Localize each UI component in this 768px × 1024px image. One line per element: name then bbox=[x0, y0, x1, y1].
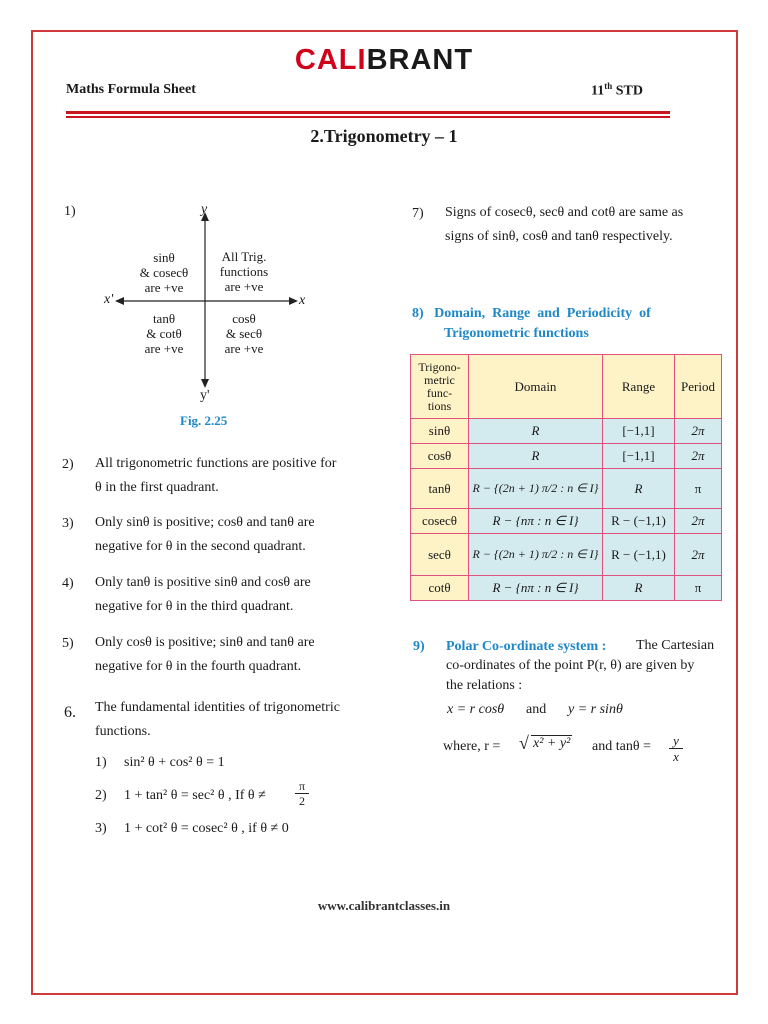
item-1-number: 1) bbox=[64, 204, 76, 219]
item-6-text: The fundamental identities of trigonometric functions. bbox=[95, 700, 340, 739]
item-9-number: 9) bbox=[413, 639, 425, 654]
header-rule-thick bbox=[66, 111, 670, 114]
quadrant-3-label: tanθ & cotθ are +ve bbox=[144, 311, 184, 356]
sqrt-radicand: x² + y² bbox=[533, 736, 571, 751]
polar-eq-y: y = r sinθ bbox=[568, 702, 623, 717]
table-row: cosθ R [−1,1] 2π bbox=[411, 444, 722, 469]
table-row: cotθ R − {nπ : n ∈ I} R π bbox=[411, 576, 722, 601]
item-8-heading-2: Trigonometric functions bbox=[444, 326, 589, 341]
identity-3: 1 + cot² θ = cosec² θ , if θ ≠ 0 bbox=[124, 821, 289, 836]
identity-1: sin² θ + cos² θ = 1 bbox=[124, 755, 225, 770]
table-row: cosecθ R − {nπ : n ∈ I} R − (−1,1) 2π bbox=[411, 509, 722, 534]
x-prime-label: x' bbox=[104, 292, 114, 307]
y-prime-label: y' bbox=[200, 388, 210, 403]
item-7-number: 7) bbox=[412, 206, 424, 221]
item-7-text: Signs of cosecθ, secθ and cotθ are same as signs of sinθ, cosθ and tanθ respectively. bbox=[445, 205, 684, 244]
identity-2-fraction: π 2 bbox=[295, 779, 309, 808]
sqrt-symbol: √ bbox=[519, 733, 529, 753]
item-2-number: 2) bbox=[62, 457, 74, 472]
table-row: secθ R − {(2n + 1) π/2 : n ∈ I} R − (−1,1) 2π bbox=[411, 534, 722, 576]
table-header-period: Period bbox=[675, 355, 722, 419]
item-8-heading: 8) Domain, Range and Periodicity of bbox=[412, 306, 651, 321]
identity-3-number: 3) bbox=[95, 821, 107, 836]
item-2-text: All trigonometric functions are positive for θ in the first quadrant. bbox=[95, 456, 337, 495]
quadrant-2-label: sinθ & cosecθ are +ve bbox=[139, 250, 189, 295]
item-4-number: 4) bbox=[62, 576, 74, 591]
table-header-functions: Trigono- metric func- tions bbox=[411, 355, 469, 419]
item-5-number: 5) bbox=[62, 636, 74, 651]
footer-website: www.calibrantclasses.in bbox=[317, 898, 451, 913]
trig-functions-table bbox=[410, 354, 722, 601]
polar-where: where, r = bbox=[443, 739, 501, 754]
item-9-text-2: co-ordinates of the point P(r, θ) are given by bbox=[446, 658, 695, 673]
y-axis-label: y bbox=[201, 202, 208, 217]
item-9-heading: Polar Co-ordinate system : bbox=[446, 639, 607, 654]
polar-eq-and: and bbox=[526, 702, 547, 717]
item-9-text-3: the relations : bbox=[446, 678, 523, 693]
item-4-text: Only tanθ is positive sinθ and cosθ are negative for θ in the third quadrant. bbox=[95, 575, 311, 614]
quadrant-1-label: All Trig. functions are +ve bbox=[219, 249, 269, 294]
item-5-text: Only cosθ is positive; sinθ and tanθ are negative for θ in the fourth quadrant. bbox=[95, 635, 315, 674]
page-title: 2.Trigonometry – 1 bbox=[310, 126, 458, 146]
quadrant-diagram bbox=[100, 200, 320, 395]
quadrant-4-label: cosθ & secθ are +ve bbox=[224, 311, 264, 356]
header-rule-thin bbox=[66, 116, 670, 118]
item-6-number: 6. bbox=[64, 704, 76, 721]
figure-caption: Fig. 2.25 bbox=[180, 413, 228, 428]
grade-label: 11th STD bbox=[591, 81, 643, 99]
identity-1-number: 1) bbox=[95, 755, 107, 770]
table-header-domain: Domain bbox=[469, 355, 603, 419]
sheet-label: Maths Formula Sheet bbox=[66, 82, 196, 97]
item-3-text: Only sinθ is positive; cosθ and tanθ are negative for θ in the second quadrant. bbox=[95, 515, 315, 554]
item-9-text-1: The Cartesian bbox=[636, 638, 715, 653]
polar-and-tan: and tanθ = bbox=[592, 739, 651, 754]
identity-2-number: 2) bbox=[95, 788, 107, 803]
table-row: sinθ R [−1,1] 2π bbox=[411, 419, 722, 444]
item-3-number: 3) bbox=[62, 516, 74, 531]
tan-fraction: y x bbox=[669, 733, 683, 764]
table-header-range: Range bbox=[603, 355, 675, 419]
polar-eq-x: x = r cosθ bbox=[447, 702, 505, 717]
identity-2: 1 + tan² θ = sec² θ , If θ ≠ bbox=[124, 788, 266, 803]
x-axis-label: x bbox=[299, 293, 306, 308]
table-row: tanθ R − {(2n + 1) π/2 : n ∈ I} R π bbox=[411, 469, 722, 509]
brand-logo: CALIBRANT bbox=[294, 44, 474, 76]
